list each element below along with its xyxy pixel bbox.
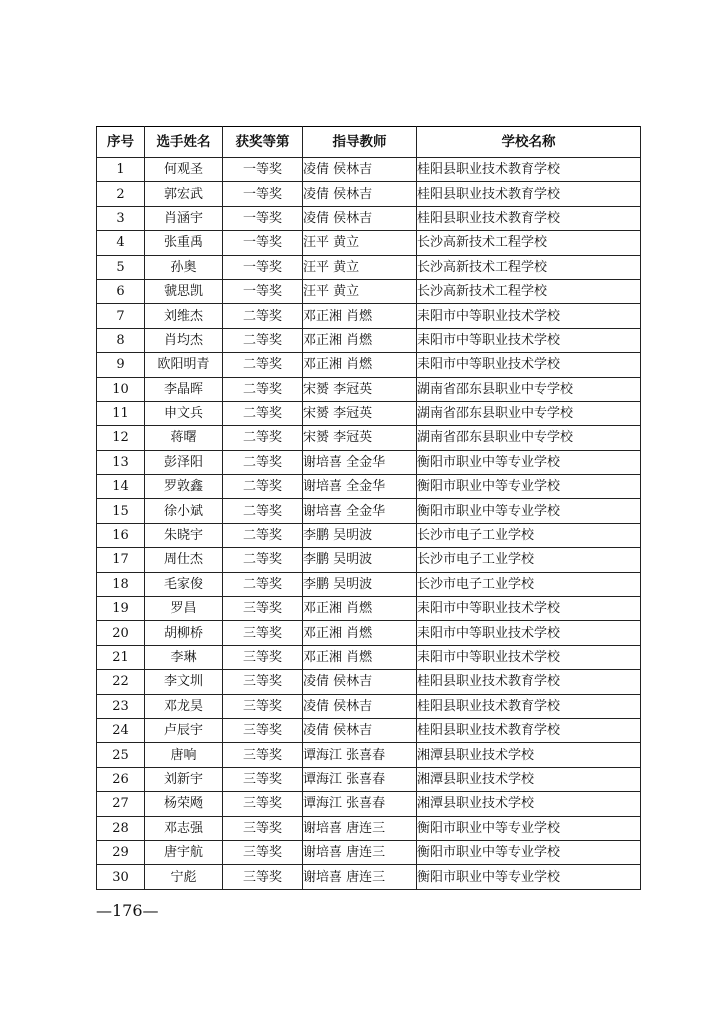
cell-school: 衡阳市职业中等专业学校 bbox=[417, 475, 641, 499]
cell-prize: 三等奖 bbox=[223, 767, 303, 791]
cell-prize: 二等奖 bbox=[223, 450, 303, 474]
cell-prize: 一等奖 bbox=[223, 206, 303, 230]
cell-num: 1 bbox=[97, 158, 145, 182]
cell-school: 耒阳市中等职业技术学校 bbox=[417, 645, 641, 669]
cell-name: 周仕杰 bbox=[145, 548, 223, 572]
cell-school: 长沙市电子工业学校 bbox=[417, 572, 641, 596]
cell-teacher: 凌倩 侯林吉 bbox=[303, 182, 417, 206]
cell-school: 长沙高新技术工程学校 bbox=[417, 255, 641, 279]
cell-teacher: 谢培喜 唐连三 bbox=[303, 865, 417, 889]
cell-num: 14 bbox=[97, 475, 145, 499]
cell-name: 宁彪 bbox=[145, 865, 223, 889]
table-row bbox=[97, 182, 641, 206]
cell-num: 24 bbox=[97, 718, 145, 742]
header-teacher: 指导教师 bbox=[303, 127, 417, 158]
cell-prize: 一等奖 bbox=[223, 279, 303, 303]
cell-teacher: 邓正湘 肖燃 bbox=[303, 304, 417, 328]
cell-school: 桂阳县职业技术教育学校 bbox=[417, 158, 641, 182]
cell-teacher: 凌倩 侯林吉 bbox=[303, 694, 417, 718]
table-row bbox=[97, 328, 641, 352]
cell-name: 邓志强 bbox=[145, 816, 223, 840]
table-row bbox=[97, 353, 641, 377]
table-row bbox=[97, 377, 641, 401]
header-row bbox=[97, 127, 641, 158]
cell-teacher: 汪平 黄立 bbox=[303, 255, 417, 279]
cell-school: 湖南省邵东县职业中专学校 bbox=[417, 426, 641, 450]
cell-school: 湖南省邵东县职业中专学校 bbox=[417, 401, 641, 425]
cell-prize: 二等奖 bbox=[223, 499, 303, 523]
table-row bbox=[97, 816, 641, 840]
cell-prize: 二等奖 bbox=[223, 548, 303, 572]
cell-school: 衡阳市职业中等专业学校 bbox=[417, 816, 641, 840]
cell-teacher: 凌倩 侯林吉 bbox=[303, 206, 417, 230]
table-row bbox=[97, 718, 641, 742]
cell-num: 16 bbox=[97, 523, 145, 547]
cell-num: 19 bbox=[97, 597, 145, 621]
header-prize: 获奖等第 bbox=[223, 127, 303, 158]
cell-name: 刘维杰 bbox=[145, 304, 223, 328]
cell-teacher: 李鹏 吴明波 bbox=[303, 548, 417, 572]
cell-name: 张重禹 bbox=[145, 231, 223, 255]
cell-school: 衡阳市职业中等专业学校 bbox=[417, 499, 641, 523]
cell-prize: 三等奖 bbox=[223, 718, 303, 742]
cell-teacher: 汪平 黄立 bbox=[303, 279, 417, 303]
cell-num: 5 bbox=[97, 255, 145, 279]
cell-school: 耒阳市中等职业技术学校 bbox=[417, 328, 641, 352]
table-row bbox=[97, 694, 641, 718]
table-row bbox=[97, 743, 641, 767]
cell-num: 2 bbox=[97, 182, 145, 206]
cell-school: 耒阳市中等职业技术学校 bbox=[417, 597, 641, 621]
cell-num: 10 bbox=[97, 377, 145, 401]
cell-teacher: 凌倩 侯林吉 bbox=[303, 158, 417, 182]
cell-school: 长沙高新技术工程学校 bbox=[417, 279, 641, 303]
table-row bbox=[97, 792, 641, 816]
cell-teacher: 邓正湘 肖燃 bbox=[303, 645, 417, 669]
cell-prize: 三等奖 bbox=[223, 840, 303, 864]
cell-prize: 一等奖 bbox=[223, 158, 303, 182]
cell-teacher: 邓正湘 肖燃 bbox=[303, 353, 417, 377]
cell-name: 肖均杰 bbox=[145, 328, 223, 352]
cell-school: 桂阳县职业技术教育学校 bbox=[417, 694, 641, 718]
cell-num: 30 bbox=[97, 865, 145, 889]
cell-teacher: 邓正湘 肖燃 bbox=[303, 328, 417, 352]
cell-name: 胡柳桥 bbox=[145, 621, 223, 645]
cell-name: 欧阳明青 bbox=[145, 353, 223, 377]
table-row bbox=[97, 621, 641, 645]
cell-school: 桂阳县职业技术教育学校 bbox=[417, 718, 641, 742]
cell-prize: 二等奖 bbox=[223, 401, 303, 425]
cell-num: 21 bbox=[97, 645, 145, 669]
cell-num: 6 bbox=[97, 279, 145, 303]
cell-school: 耒阳市中等职业技术学校 bbox=[417, 353, 641, 377]
cell-name: 杨荣飏 bbox=[145, 792, 223, 816]
cell-num: 27 bbox=[97, 792, 145, 816]
cell-school: 衡阳市职业中等专业学校 bbox=[417, 865, 641, 889]
cell-school: 衡阳市职业中等专业学校 bbox=[417, 840, 641, 864]
table-row bbox=[97, 548, 641, 572]
cell-teacher: 宋赟 李冠英 bbox=[303, 401, 417, 425]
table-row bbox=[97, 840, 641, 864]
cell-prize: 一等奖 bbox=[223, 231, 303, 255]
cell-teacher: 李鹏 吴明波 bbox=[303, 523, 417, 547]
cell-prize: 三等奖 bbox=[223, 743, 303, 767]
cell-num: 29 bbox=[97, 840, 145, 864]
table-row bbox=[97, 572, 641, 596]
table-row bbox=[97, 523, 641, 547]
cell-school: 桂阳县职业技术教育学校 bbox=[417, 182, 641, 206]
cell-name: 罗敦鑫 bbox=[145, 475, 223, 499]
cell-prize: 三等奖 bbox=[223, 792, 303, 816]
table-row bbox=[97, 426, 641, 450]
cell-name: 唐宇航 bbox=[145, 840, 223, 864]
cell-num: 22 bbox=[97, 670, 145, 694]
cell-teacher: 宋赟 李冠英 bbox=[303, 377, 417, 401]
cell-teacher: 凌倩 侯林吉 bbox=[303, 670, 417, 694]
header-name: 选手姓名 bbox=[145, 127, 223, 158]
cell-school: 桂阳县职业技术教育学校 bbox=[417, 206, 641, 230]
table-row bbox=[97, 206, 641, 230]
cell-teacher: 汪平 黄立 bbox=[303, 231, 417, 255]
header-num: 序号 bbox=[97, 127, 145, 158]
cell-prize: 二等奖 bbox=[223, 353, 303, 377]
cell-num: 4 bbox=[97, 231, 145, 255]
table-row bbox=[97, 767, 641, 791]
cell-name: 刘新宇 bbox=[145, 767, 223, 791]
header-school: 学校名称 bbox=[417, 127, 641, 158]
cell-prize: 一等奖 bbox=[223, 182, 303, 206]
cell-prize: 二等奖 bbox=[223, 572, 303, 596]
cell-prize: 二等奖 bbox=[223, 304, 303, 328]
table-row bbox=[97, 597, 641, 621]
cell-name: 罗昌 bbox=[145, 597, 223, 621]
cell-name: 肖涵宇 bbox=[145, 206, 223, 230]
cell-num: 28 bbox=[97, 816, 145, 840]
cell-school: 长沙市电子工业学校 bbox=[417, 548, 641, 572]
table-row bbox=[97, 865, 641, 889]
cell-num: 8 bbox=[97, 328, 145, 352]
cell-name: 虢思凯 bbox=[145, 279, 223, 303]
cell-teacher: 谭海江 张喜春 bbox=[303, 792, 417, 816]
table-row bbox=[97, 645, 641, 669]
cell-prize: 三等奖 bbox=[223, 694, 303, 718]
cell-teacher: 邓正湘 肖燃 bbox=[303, 597, 417, 621]
cell-school: 耒阳市中等职业技术学校 bbox=[417, 304, 641, 328]
cell-prize: 二等奖 bbox=[223, 328, 303, 352]
cell-name: 李文圳 bbox=[145, 670, 223, 694]
cell-school: 湖南省邵东县职业中专学校 bbox=[417, 377, 641, 401]
cell-school: 长沙市电子工业学校 bbox=[417, 523, 641, 547]
cell-teacher: 谭海江 张喜春 bbox=[303, 743, 417, 767]
table-row bbox=[97, 475, 641, 499]
cell-school: 衡阳市职业中等专业学校 bbox=[417, 450, 641, 474]
cell-name: 卢辰宇 bbox=[145, 718, 223, 742]
cell-name: 蒋曙 bbox=[145, 426, 223, 450]
cell-teacher: 谢培喜 全金华 bbox=[303, 450, 417, 474]
cell-teacher: 谢培喜 唐连三 bbox=[303, 840, 417, 864]
cell-teacher: 谭海江 张喜春 bbox=[303, 767, 417, 791]
cell-prize: 三等奖 bbox=[223, 670, 303, 694]
cell-school: 长沙高新技术工程学校 bbox=[417, 231, 641, 255]
cell-school: 桂阳县职业技术教育学校 bbox=[417, 670, 641, 694]
cell-name: 唐响 bbox=[145, 743, 223, 767]
cell-num: 18 bbox=[97, 572, 145, 596]
table-row bbox=[97, 279, 641, 303]
cell-prize: 三等奖 bbox=[223, 621, 303, 645]
cell-prize: 一等奖 bbox=[223, 255, 303, 279]
table-row bbox=[97, 401, 641, 425]
page-number: —176— bbox=[96, 901, 159, 920]
cell-teacher: 谢培喜 唐连三 bbox=[303, 816, 417, 840]
cell-num: 20 bbox=[97, 621, 145, 645]
cell-num: 15 bbox=[97, 499, 145, 523]
table-row bbox=[97, 304, 641, 328]
cell-teacher: 谢培喜 全金华 bbox=[303, 499, 417, 523]
table-row bbox=[97, 499, 641, 523]
cell-name: 彭泽阳 bbox=[145, 450, 223, 474]
cell-prize: 二等奖 bbox=[223, 475, 303, 499]
cell-name: 邓龙昊 bbox=[145, 694, 223, 718]
table-row bbox=[97, 255, 641, 279]
cell-teacher: 谢培喜 全金华 bbox=[303, 475, 417, 499]
cell-prize: 三等奖 bbox=[223, 865, 303, 889]
cell-school: 耒阳市中等职业技术学校 bbox=[417, 621, 641, 645]
table-row bbox=[97, 231, 641, 255]
cell-name: 朱晓宇 bbox=[145, 523, 223, 547]
cell-name: 李晶晖 bbox=[145, 377, 223, 401]
cell-num: 11 bbox=[97, 401, 145, 425]
cell-name: 何观圣 bbox=[145, 158, 223, 182]
cell-prize: 三等奖 bbox=[223, 645, 303, 669]
cell-num: 12 bbox=[97, 426, 145, 450]
cell-school: 湘潭县职业技术学校 bbox=[417, 792, 641, 816]
cell-teacher: 邓正湘 肖燃 bbox=[303, 621, 417, 645]
cell-name: 徐小斌 bbox=[145, 499, 223, 523]
cell-num: 13 bbox=[97, 450, 145, 474]
awards-table bbox=[96, 126, 641, 890]
cell-num: 23 bbox=[97, 694, 145, 718]
table-row bbox=[97, 670, 641, 694]
cell-num: 26 bbox=[97, 767, 145, 791]
cell-prize: 二等奖 bbox=[223, 426, 303, 450]
table-row bbox=[97, 158, 641, 182]
cell-name: 郭宏武 bbox=[145, 182, 223, 206]
cell-prize: 三等奖 bbox=[223, 816, 303, 840]
cell-name: 申文兵 bbox=[145, 401, 223, 425]
cell-teacher: 李鹏 吴明波 bbox=[303, 572, 417, 596]
cell-school: 湘潭县职业技术学校 bbox=[417, 743, 641, 767]
cell-prize: 二等奖 bbox=[223, 377, 303, 401]
cell-name: 李琳 bbox=[145, 645, 223, 669]
cell-prize: 三等奖 bbox=[223, 597, 303, 621]
cell-num: 9 bbox=[97, 353, 145, 377]
cell-name: 毛家俊 bbox=[145, 572, 223, 596]
cell-num: 3 bbox=[97, 206, 145, 230]
cell-num: 25 bbox=[97, 743, 145, 767]
cell-school: 湘潭县职业技术学校 bbox=[417, 767, 641, 791]
cell-name: 孙奥 bbox=[145, 255, 223, 279]
table-header bbox=[97, 127, 641, 158]
cell-teacher: 凌倩 侯林吉 bbox=[303, 718, 417, 742]
table-body bbox=[97, 158, 641, 890]
cell-num: 7 bbox=[97, 304, 145, 328]
cell-teacher: 宋赟 李冠英 bbox=[303, 426, 417, 450]
cell-prize: 二等奖 bbox=[223, 523, 303, 547]
table-row bbox=[97, 450, 641, 474]
cell-num: 17 bbox=[97, 548, 145, 572]
